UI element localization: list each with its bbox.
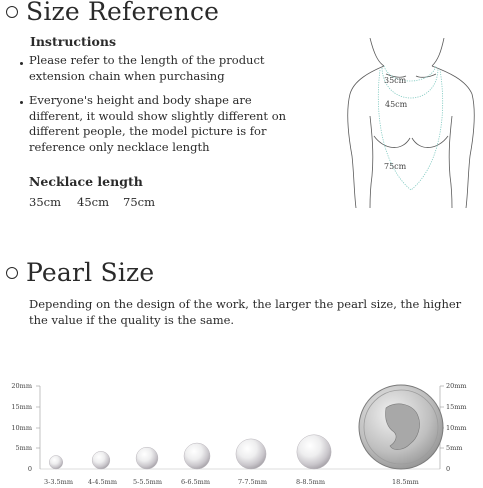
pearl-1 xyxy=(49,456,62,469)
right-tick-0: 0 xyxy=(446,465,451,473)
body-outline-diagram xyxy=(344,38,480,210)
instructions-heading: Instructions xyxy=(30,34,117,49)
coin-label: 18.5mm xyxy=(392,478,419,486)
bullet-dot xyxy=(20,101,23,104)
pearl-label-4mm: 4-4.5mm xyxy=(88,478,117,486)
pearl-4 xyxy=(184,443,210,469)
length-75: 75cm xyxy=(123,195,155,209)
pearl-label-7mm: 7-7.5mm xyxy=(238,478,267,486)
diagram-label-75: 75cm xyxy=(384,162,407,171)
right-tick-15: 15mm xyxy=(446,403,467,411)
right-tick-5: 5mm xyxy=(446,444,463,452)
left-tick-10: 10mm xyxy=(11,424,32,432)
right-tick-10: 10mm xyxy=(446,424,467,432)
pearl-2 xyxy=(92,451,110,469)
left-tick-15: 15mm xyxy=(11,403,32,411)
pearl-label-5mm: 5-5.5mm xyxy=(133,478,162,486)
section-marker-icon xyxy=(6,6,18,18)
dime-coin-icon xyxy=(359,385,443,469)
pearl-6 xyxy=(297,435,331,469)
instruction-bullet-2: Everyone's height and body shape are different, it would show slightly different on different people, the model picture is for reference only necklace length xyxy=(29,93,287,154)
pearl-label-8mm: 8-8.5mm xyxy=(296,478,325,486)
right-tick-20: 20mm xyxy=(446,382,467,390)
section-marker-icon xyxy=(6,267,18,279)
pearl-label-3mm: 3-3.5mm xyxy=(44,478,73,486)
left-tick-0: 0 xyxy=(27,465,32,473)
pearl-3 xyxy=(136,447,158,469)
bullet-dot xyxy=(20,62,23,65)
pearl-scale-chart xyxy=(0,380,483,488)
necklace-length-heading: Necklace length xyxy=(29,174,143,189)
pearl-size-title: Pearl Size xyxy=(26,258,155,287)
left-tick-20: 20mm xyxy=(11,382,32,390)
diagram-label-45: 45cm xyxy=(385,100,408,109)
pearl-5 xyxy=(236,439,266,469)
size-reference-title: Size Reference xyxy=(26,0,220,26)
pearl-label-6mm: 6-6.5mm xyxy=(181,478,210,486)
diagram-label-35: 35cm xyxy=(384,76,407,85)
pearl-size-description: Depending on the design of the work, the larger the pearl size, the higher the value if the quality is the same. xyxy=(29,297,462,327)
length-35: 35cm xyxy=(29,195,61,209)
length-45: 45cm xyxy=(77,195,109,209)
left-tick-5: 5mm xyxy=(15,444,32,452)
instruction-bullet-1: Please refer to the length of the product extension chain when purchasing xyxy=(29,53,265,83)
